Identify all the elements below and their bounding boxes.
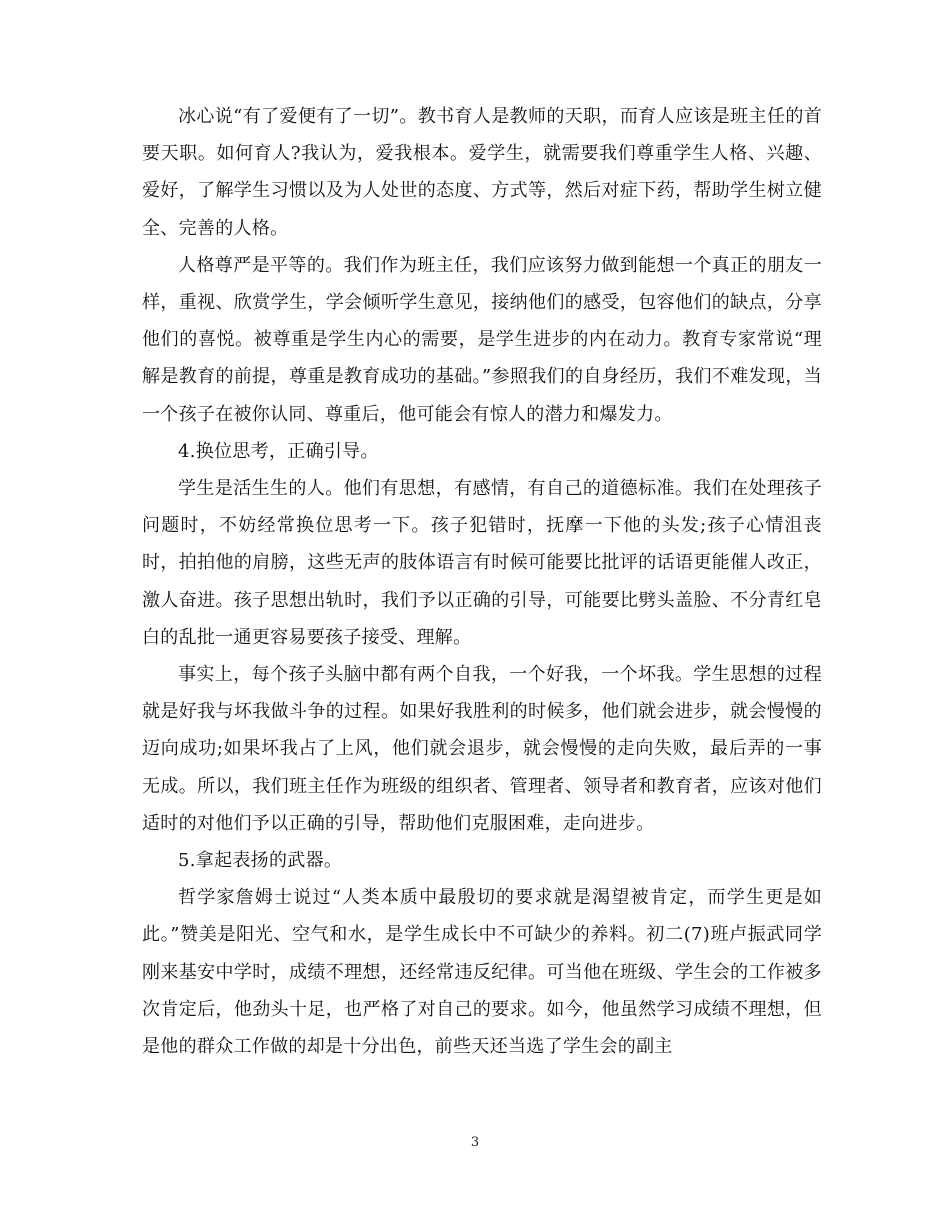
document-body: [142, 98, 822, 1065]
section-heading-4: 4.换位思考，正确引导。: [178, 440, 379, 462]
paragraph-perspective-taking: 学生是活生生的人。他们有思想，有感情，有自己的道德标准。我们在处理孩子问题时，不妨经常换位思考一下。孩子犯错时，抚摩一下他的头发;孩子心情沮丧时，拍拍他的肩膀，这些无声的肢体语言有时候可能要比批评的话语更能催人改正，激人奋进。孩子思想出轨时，我们予以正确的引导，可能要比劈头盖脸、不分青红皂白的乱批一通更容易要孩子接受、理解。: [142, 478, 822, 648]
section-heading-5: 5.拿起表扬的武器。: [178, 850, 343, 872]
paragraph-two-selves: 事实上，每个孩子头脑中都有两个自我，一个好我，一个坏我。学生思想的过程就是好我与坏我做斗争的过程。如果好我胜利的时候多，他们就会进步，就会慢慢的迈向成功;如果坏我占了上风，他们就会退步，就会慢慢的走向失败，最后弄的一事无成。所以，我们班主任作为班级的组织者、管理者、领导者和教育者，应该对他们适时的对他们予以正确的引导，帮助他们克服困难，走向进步。: [142, 664, 822, 834]
paragraph-praise: 哲学家詹姆士说过“人类本质中最殷切的要求就是渴望被肯定，而学生更是如此。”赞美是阳光、空气和水，是学生成长中不可缺少的养料。初二(7)班卢振武同学刚来基安中学时，成绩不理想，还经常违反纪律。可当他在班级、学生会的工作被多次肯定后，他劲头十足，也严格了对自己的要求。如今，他虽然学习成绩不理想，但是他的群众工作做的却是十分出色，前些天还当选了学生会的副主: [142, 887, 822, 1058]
paragraph-love-students: 冰心说“有了爱便有了一切”。教书育人是教师的天职，而育人应该是班主任的首要天职。如何育人?我认为，爱我根本。爱学生，就需要我们尊重学生人格、兴趣、爱好，了解学生习惯以及为人处世的态度、方式等，然后对症下药，帮助学生树立健全、完善的人格。: [142, 106, 822, 239]
paragraph-respect-dignity: 人格尊严是平等的。我们作为班主任，我们应该努力做到能想一个真正的朋友一样，重视、欣赏学生，学会倾听学生意见，接纳他们的感受，包容他们的缺点，分享他们的喜悦。被尊重是学生内心的需要，是学生进步的内在动力。教育专家常说“理解是教育的前提，尊重是教育成功的基础。”参照我们的自身经历，我们不难发现，当一个孩子在被你认同、尊重后，他可能会有惊人的潜力和爆发力。: [142, 254, 822, 425]
page-number: 3: [470, 1135, 480, 1150]
